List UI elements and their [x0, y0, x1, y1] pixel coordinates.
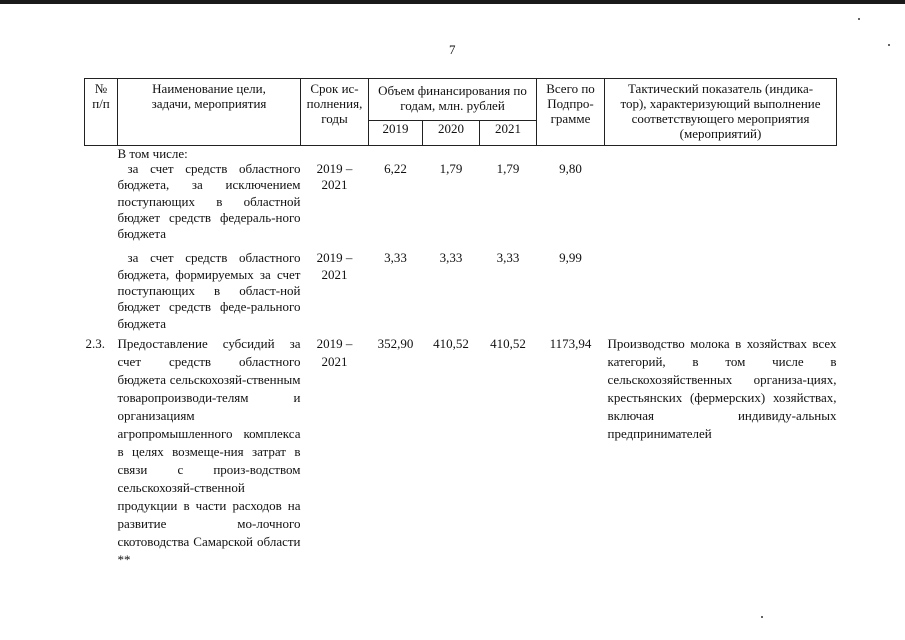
- top-border-rule: [0, 0, 905, 4]
- row-name: В том числе:: [117, 146, 188, 161]
- row-num: 2.3.: [85, 335, 105, 351]
- header-indicator: Тактический показатель (индика- тор), характеризующий выполнение соответствующего мероприятия (мероприятий): [605, 79, 837, 146]
- row-total: 9,80: [559, 161, 582, 176]
- row-name: за счет средств областного бюджета, формируемых за счет поступающих в област-ной бюджет средств феде-рального бюджета: [117, 250, 301, 331]
- row-indicator: [605, 250, 837, 334]
- header-year-2020: 2020: [423, 121, 480, 146]
- row-value-2020: [423, 146, 480, 162]
- row-value-2021: 1,79: [496, 161, 520, 176]
- header-num: № п/п: [85, 79, 118, 146]
- scan-speck: [761, 616, 763, 618]
- row-value-2020: 410,52: [433, 335, 469, 351]
- header-name: Наименование цели, задачи, мероприятия: [118, 79, 301, 146]
- row-value-2019: 3,33: [384, 250, 407, 266]
- row-total: [537, 146, 605, 162]
- row-indicator: [605, 146, 837, 162]
- table-row: [85, 146, 837, 162]
- header-year-2019: 2019: [369, 121, 423, 146]
- row-value-2019: 6,22: [384, 161, 407, 176]
- table-row: [85, 161, 837, 250]
- page-number: 7: [449, 42, 456, 57]
- header-year-2021: 2021: [480, 121, 537, 146]
- row-num: [85, 161, 118, 250]
- row-name: Предоставление субсидий за счет средств областного бюджета сельскохозяй-ственным товаропроизводи-телям и организациям агропромышленного комплекса в целях возмеще-ния затрат в связи с произ-водством сельскохозяй-ственной продукции в части расходов на развитие мо-лочного скотоводства Самарской области **: [117, 335, 301, 567]
- row-period: 2019 – 2021: [316, 335, 353, 369]
- table-header-row: [85, 79, 837, 121]
- row-indicator: [605, 161, 837, 250]
- scan-speck: [858, 18, 860, 20]
- program-table: [84, 78, 837, 569]
- row-period: [301, 146, 369, 162]
- header-period: Срок ис- полнения, годы: [301, 79, 369, 146]
- row-value-2020: 1,79: [439, 161, 463, 176]
- table-row: [85, 335, 837, 569]
- row-value-2020: 3,33: [439, 250, 463, 266]
- row-num: [85, 146, 118, 162]
- row-indicator: Производство молока в хозяйствах всех категорий, в том числе в сельскохозяйственных организа-циях, крестьянских (фермерских) хозяйствах, включая индивиду-альных предпринимателей: [607, 335, 837, 441]
- row-value-2021: [480, 146, 537, 162]
- table-row: [85, 250, 837, 334]
- header-total: Всего по Подпро- грамме: [537, 79, 605, 146]
- row-total: 9,99: [559, 250, 582, 266]
- scan-speck: [888, 44, 890, 46]
- row-value-2019: [369, 146, 423, 162]
- row-period: 2019 – 2021: [316, 161, 353, 193]
- row-value-2019: 352,90: [377, 335, 414, 351]
- row-num: [85, 250, 118, 334]
- row-value-2021: 3,33: [496, 250, 520, 266]
- row-period: 2019 – 2021: [316, 250, 353, 282]
- header-funding: Объем финансирования по годам, млн. рублей: [369, 79, 537, 121]
- row-name: за счет средств областного бюджета, за исключением поступающих в областной бюджет средств федераль-ного бюджета: [117, 161, 301, 242]
- row-total: 1173,94: [549, 335, 592, 351]
- row-value-2021: 410,52: [490, 335, 526, 351]
